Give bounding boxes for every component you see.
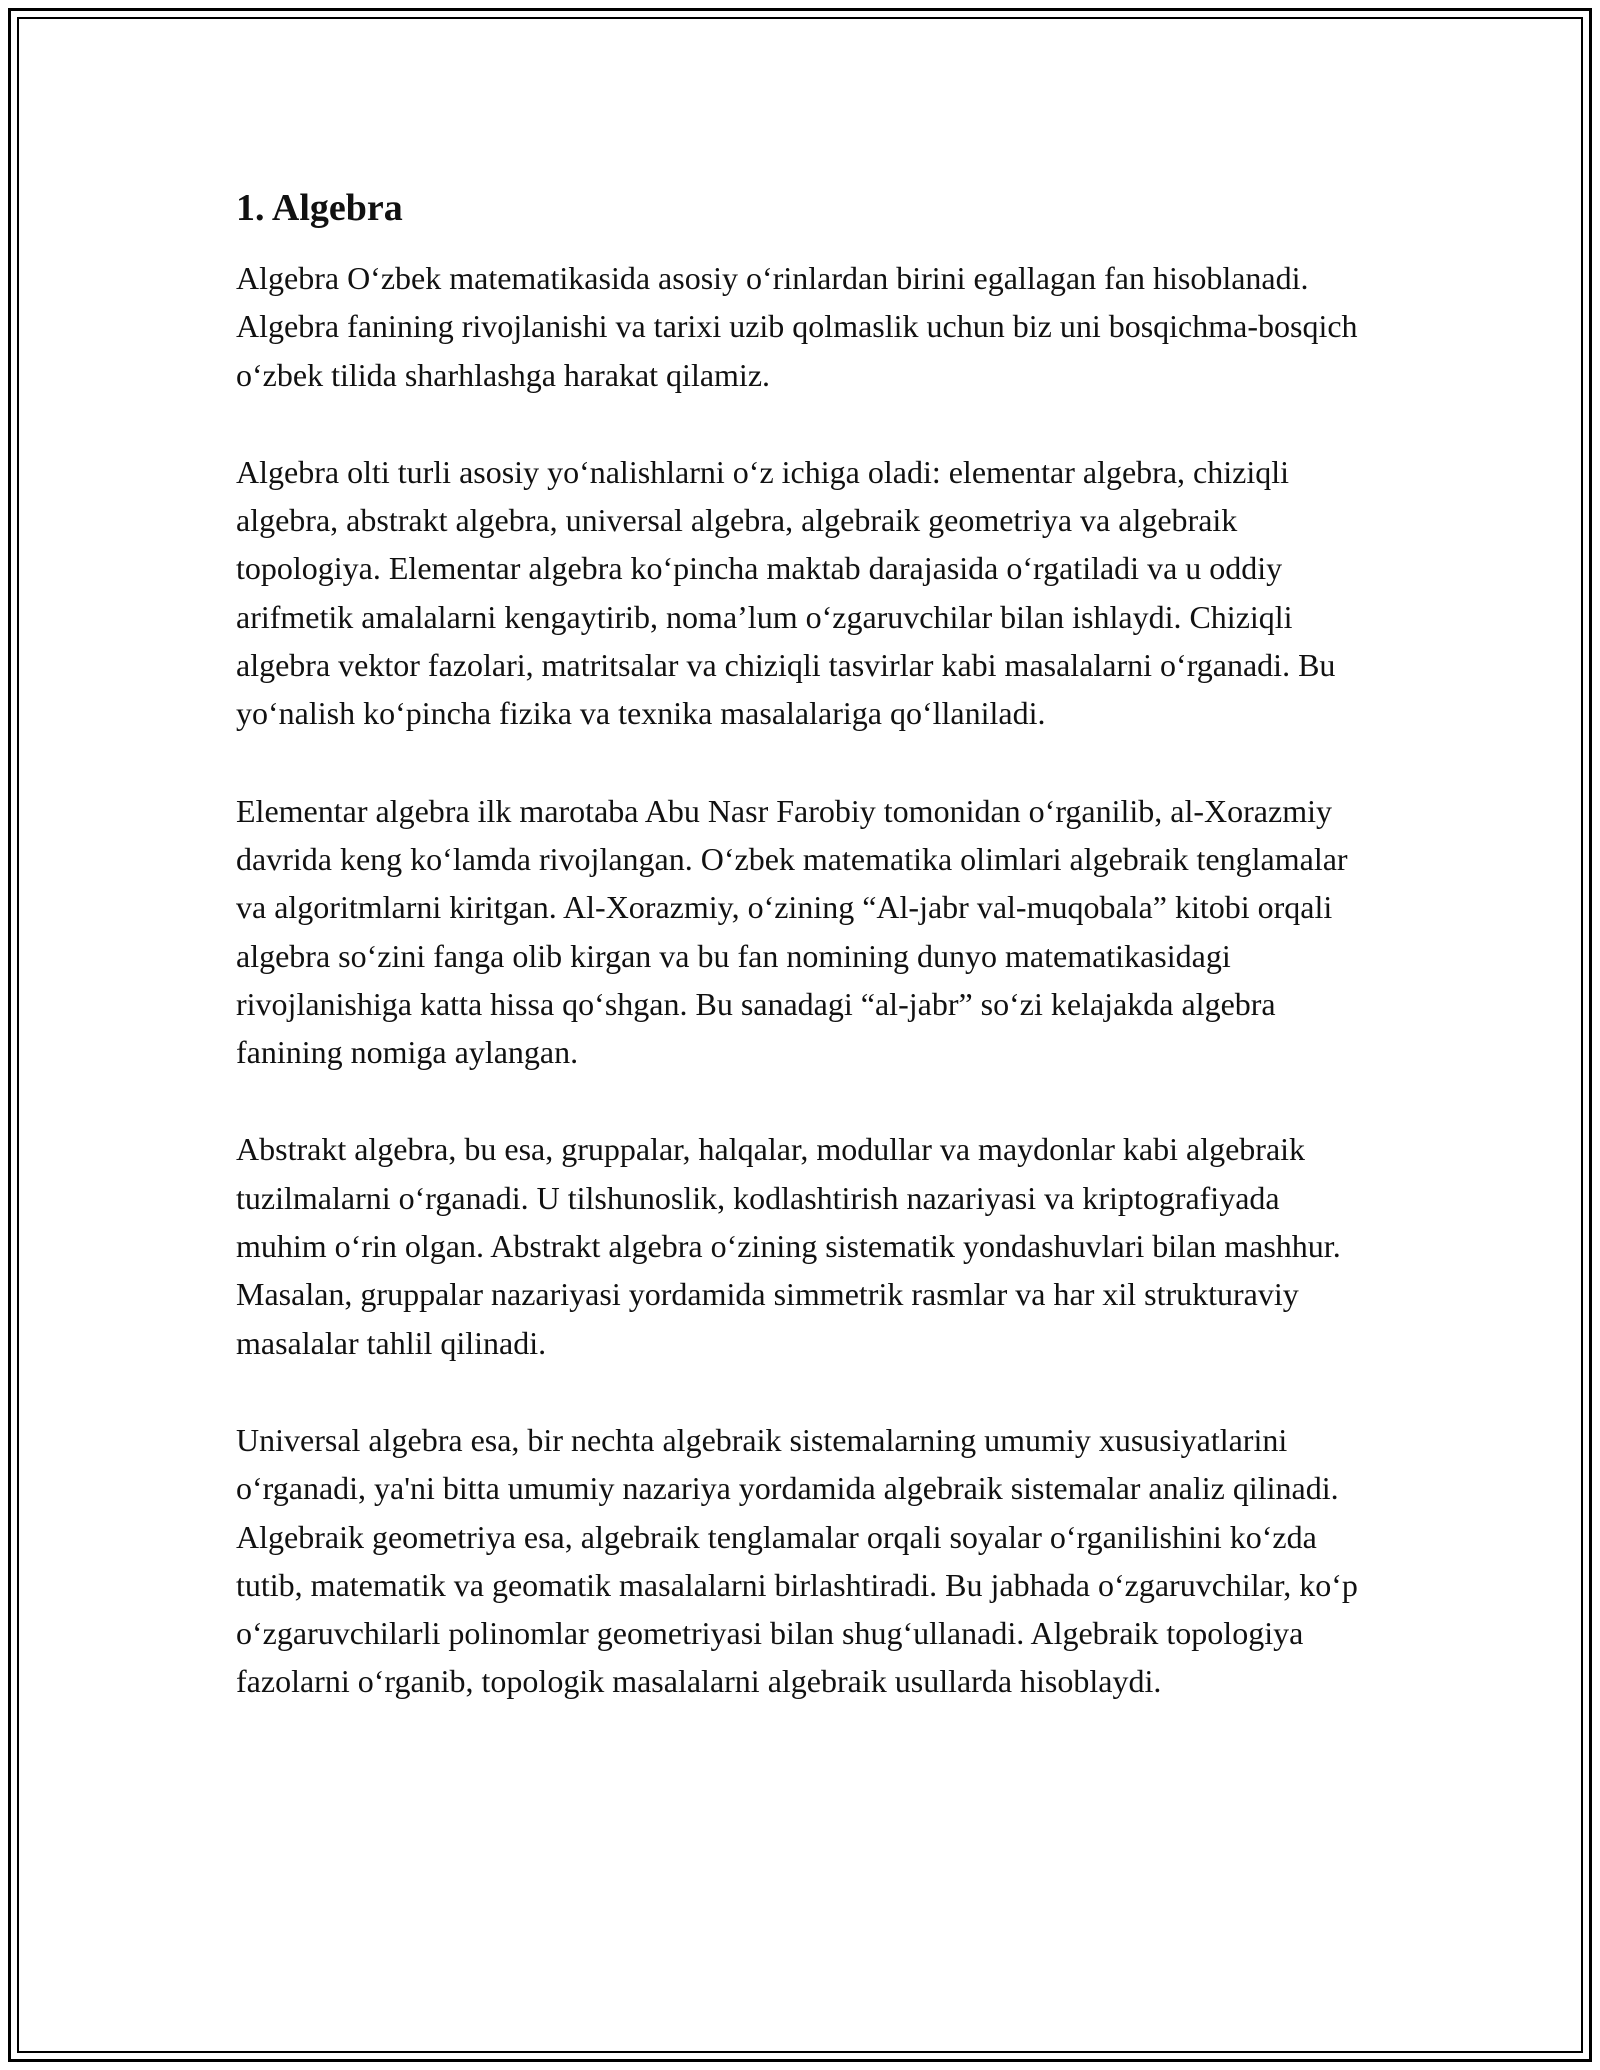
paragraph-history: Elementar algebra ilk marotaba Abu Nasr Farobiy tomonidan o‘rganilib, al-Xorazmiy davrida keng ko‘lamda rivojlangan. O‘zbek matematika olimlari algebraik tenglamalar va algoritmlarni kiritgan. Al-Xorazmiy, o‘zining “Al-jabr val-muqobala” kitobi orqali algebra so‘zini fanga olib kirgan va bu fan nomining dunyo matematikasidagi rivojlanishiga katta hissa qo‘shgan. Bu sanadagi “al-jabr” so‘zi kelajakda algebra fanining nomiga aylangan.: [236, 792, 1348, 1071]
paragraph-branches: Algebra olti turli asosiy yo‘nalishlarni o‘z ichiga oladi: elementar algebra, chiziqli algebra, abstrakt algebra, universal algebra, algebraik geometriya va algebraik topologiya. Elementar algebra ko‘pincha maktab darajasida o‘rgatiladi va u oddiy arifmetik amalalarni kengaytirib, noma’lum o‘zgaruvchilar bilan ishlaydi. Chiziqli algebra vektor fazolari, matritsalar va chiziqli tasvirlar kabi masalalarni o‘rganadi. Bu yo‘nalish ko‘pincha fizika va texnika masalalariga qo‘llaniladi.: [236, 453, 1336, 732]
paragraph-universal-algebra: Universal algebra esa, bir nechta algebraik sistemalarning umumiy xususiyatlarini o‘rganadi, ya'ni bitta umumiy nazariya yordamida algebraik sistemalar analiz qilinadi. Algebraik geometriya esa, algebraik tenglamalar orqali soyalar o‘rganilishini ko‘zda tutib, matematik va geomatik masalalarni birlashtiradi. Bu jabhada o‘zgaruvchilar, ko‘p o‘zgaruvchilarli polinomlar geometriyasi bilan shug‘ullanadi. Algebraik topologiya fazolarni o‘rganib, topologik masalalarni algebraik usullarda hisoblaydi.: [236, 1421, 1358, 1700]
paragraph-abstract-algebra: Abstrakt algebra, bu esa, gruppalar, halqalar, modullar va maydonlar kabi algebraik tuzilmalarni o‘rganadi. U tilshunoslik, kodlashtirish nazariyasi va kriptografiyada muhim o‘rin olgan. Abstrakt algebra o‘zining sistematik yondashuvlari bilan mashhur. Masalan, gruppalar nazariyasi yordamida simmetrik rasmlar va har xil strukturaviy masalalar tahlil qilinadi.: [236, 1131, 1341, 1361]
section-heading: 1. Algebra: [236, 187, 403, 229]
document-body: [236, 184, 1366, 1755]
paragraph-intro: Algebra O‘zbek matematikasida asosiy o‘rinlardan birini egallagan fan hisoblanadi. Algebra fanining rivojlanishi va tarixi uzib qolmaslik uchun biz uni bosqichma-bosqich o‘zbek tilida sharhlashga harakat qilamiz.: [236, 260, 1358, 393]
